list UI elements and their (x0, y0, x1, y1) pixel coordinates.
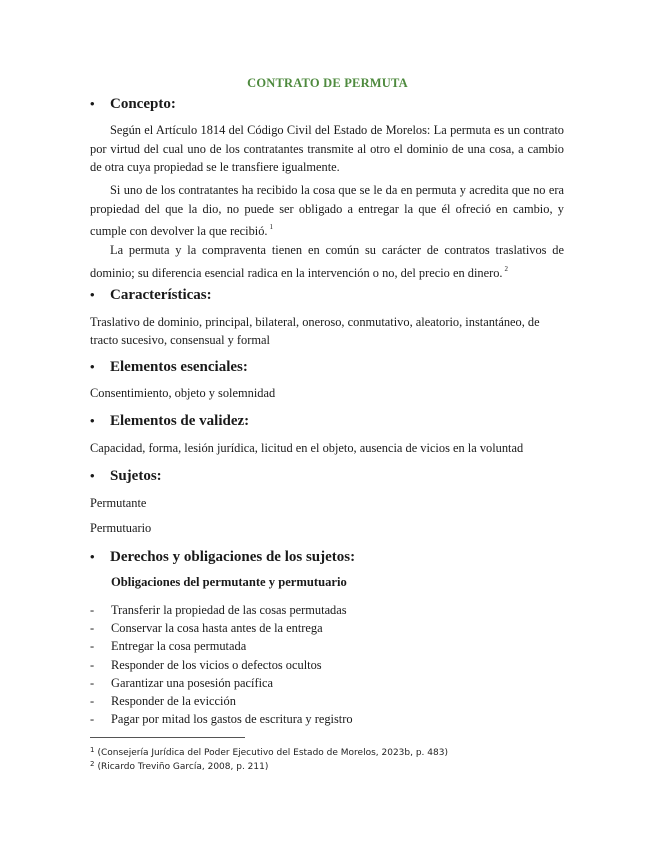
dash-marker: - (90, 639, 95, 654)
bullet-icon: • (90, 549, 95, 564)
bullet-icon: • (90, 359, 95, 374)
dash-marker: - (90, 693, 95, 708)
bullet-icon: • (90, 413, 95, 428)
concepto-paragraph-1: Según el Artículo 1814 del Código Civil del Estado de Morelos: La permuta es un contrato por virtud del cual uno de los contratantes transmite al otro el dominio de una cosa, a cambio de otra cuya propiedad se le transfiere igualmente. (90, 123, 564, 174)
sujeto-permutante: Permutante (90, 496, 147, 510)
bullet-icon: • (90, 287, 95, 302)
heading-concepto (90, 95, 176, 113)
document-page: CONTRATO DE PERMUTA • Concepto: Según el Artículo 1814 del Código Civil del Estado de Morelos: La permuta es un contrato por virtud del cual uno de los contratantes transmite al otro el dominio de una cosa, a cambio de otra cuya propiedad se le transfiere igualmente. Si uno de los contratantes ha recibido la cosa que se le da en permuta y acredita que no era propiedad del que la dio, no puede ser obligado a entregar la que él ofreció en cambio, y cumple con devolver la que recibió. $^1$ La permuta y la compraventa tienen en común su carácter de contratos traslativos de dominio; su diferencia esencial radica en la intervención o no, del precio en dinero. $^2$ • Características: Traslativo de dominio, principal, bilateral, oneroso, conmutativo, aleatorio, instantáneo, de tracto sucesivo, consensual y formal • Elementos esenciales: Consentimiento, objeto y solemnidad • Elementos de validez: Capacidad, forma, lesión jurídica, licitud en el objeto, ausencia de vicios en la voluntad • Sujetos: Permutante Permutuario • Derechos y obligaciones de los sujetos: Obligaciones del permutante y permutuario - Transferir la propiedad de las cosas permutadas - Conservar la cosa hasta antes de la entrega - Entregar la cosa permutada - Responder de los vicios o defectos ocultos - Garantizar una posesión pacífica - Responder de la evicción - Pagar por mitad los gastos de escritura y registro $^1$ (Consejería Jurídica del Poder Ejecutivo del Estado de Morelos, 2023b, p. 483) $^2$ (Ricardo Treviño García, 2008, p. 211) (0, 0, 655, 848)
dash-marker: - (90, 712, 95, 727)
heading-caracteristicas-label: Características: (110, 287, 212, 303)
heading-elementos-validez-label: Elementos de validez: (110, 413, 250, 429)
heading-elementos-esenciales (90, 358, 248, 376)
heading-sujetos-label: Sujetos: (110, 468, 162, 484)
footnote-1: $^1$ (Consejería Jurídica del Poder Ejecutivo del Estado de Morelos, 2023b, p. 483) (90, 746, 448, 758)
concepto-paragraph-3: La permuta y la compraventa tienen en común su carácter de contratos traslativos de dominio; su diferencia esencial radica en la intervención o no, del precio en dinero. $^2$ (90, 243, 564, 280)
bullet-icon: • (90, 468, 95, 483)
footnote-2: $^2$ (Ricardo Treviño García, 2008, p. 211) (90, 760, 269, 772)
subheading-obligaciones: Obligaciones del permutante y permutuario (111, 575, 347, 589)
dash-marker: - (90, 675, 95, 690)
heading-elementos-validez (90, 412, 249, 430)
caracteristicas-text: Traslativo de dominio, principal, bilateral, oneroso, conmutativo, aleatorio, instantáneo, de tracto sucesivo, consensual y formal (90, 315, 540, 347)
heading-concepto-label: Concepto: (110, 96, 176, 112)
footnote-separator (90, 737, 245, 738)
dash-marker: - (90, 621, 95, 636)
dash-marker: - (90, 657, 95, 672)
footnote-ref-2: 2 (504, 264, 509, 273)
dash-marker: - (90, 603, 95, 617)
heading-derechos-obligaciones-label: Derechos y obligaciones de los sujetos: (110, 549, 356, 565)
sujeto-permutuario: Permutuario (90, 521, 152, 535)
concepto-paragraph-2: Si uno de los contratantes ha recibido la cosa que se le da en permuta y acredita que no era propiedad del que la dio, no puede ser obligado a entregar la que él ofreció en cambio, y cumple con devolver la que recibió. $^1$ (90, 183, 564, 238)
elementos-validez-text: Capacidad, forma, lesión jurídica, licitud en el objeto, ausencia de vicios en la voluntad (90, 441, 524, 455)
heading-caracteristicas (90, 286, 212, 304)
elementos-esenciales-text: Consentimiento, objeto y solemnidad (90, 386, 276, 400)
heading-sujetos (90, 467, 162, 485)
heading-derechos-obligaciones (90, 548, 355, 566)
bullet-icon: • (90, 96, 95, 111)
heading-elementos-esenciales-label: Elementos esenciales: (110, 359, 248, 375)
footnote-ref-1: 1 (269, 223, 274, 231)
document-title: CONTRATO DE PERMUTA (247, 76, 408, 90)
